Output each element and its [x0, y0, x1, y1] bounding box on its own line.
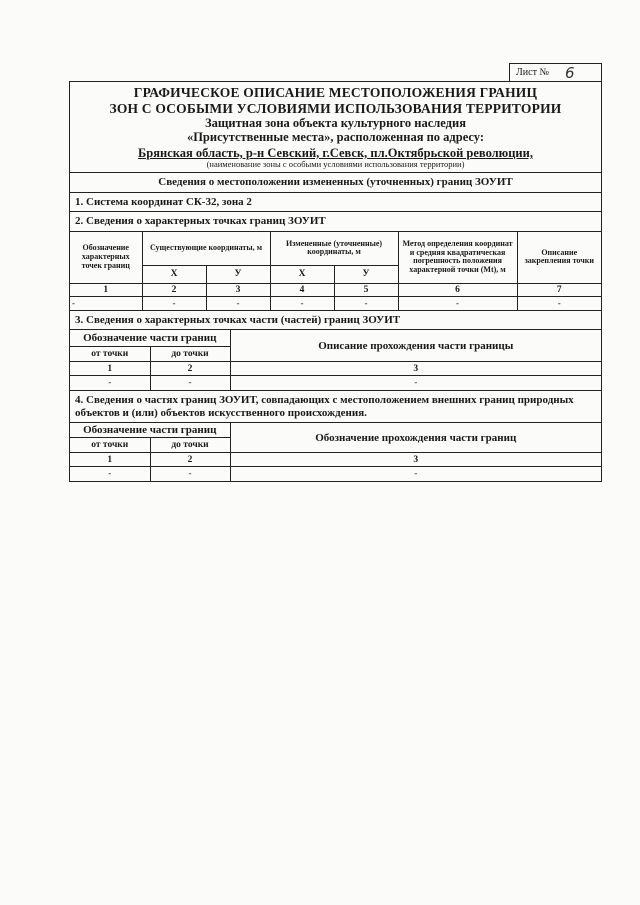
col-number: 4 [270, 283, 334, 296]
cell: - [206, 297, 270, 310]
natural-borders-table [70, 422, 601, 481]
th-existing-coords: Существующие координаты, м [142, 231, 270, 265]
th-from-point: от точки [70, 347, 150, 362]
col-number: 3 [230, 362, 601, 376]
th-method: Метод определения координат и средняя квадратическая погрешность положения характерной точки (Mt), м [398, 231, 517, 283]
document-frame [69, 81, 602, 482]
cell: - [270, 297, 334, 310]
sheet-label: Лист № [516, 67, 549, 78]
table-row [70, 376, 601, 390]
title-line-2: ЗОН С ОСОБЫМИ УСЛОВИЯМИ ИСПОЛЬЗОВАНИЯ ТЕРРИТОРИИ [109, 100, 562, 116]
sheet-number-box [509, 63, 602, 81]
cell: - [517, 297, 601, 310]
col-number: 3 [230, 453, 601, 467]
th-part-designation: Обозначение части границ [70, 423, 230, 438]
col-number: 2 [150, 362, 230, 376]
section-2-title: 2. Сведения о характерных точках границ ЗОУИТ [70, 211, 601, 231]
col-number: 2 [150, 453, 230, 467]
cell: - [70, 467, 150, 481]
cell: - [150, 467, 230, 481]
th-point-description: Описание закрепления точки [517, 231, 601, 283]
col-number: 7 [517, 283, 601, 296]
section-3-title: 3. Сведения о характерных точках части (частей) границ ЗОУИТ [70, 310, 601, 330]
col-number: 6 [398, 283, 517, 296]
cell: - [230, 376, 601, 390]
col-number: 2 [142, 283, 206, 296]
cell: - [150, 376, 230, 390]
section-main-title: Сведения о местоположении измененных (уточненных) границ ЗОУИТ [70, 172, 601, 192]
col-number: 3 [206, 283, 270, 296]
th-changed-x: Х [270, 265, 334, 283]
sheet-number: 6 [564, 63, 575, 82]
col-number: 5 [334, 283, 398, 296]
cell: - [70, 376, 150, 390]
th-point-designation: Обозначение характерных точек границ [70, 231, 142, 283]
section-1-title: 1. Система координат СК-32, зона 2 [70, 192, 601, 212]
points-table [70, 231, 601, 310]
parts-table [70, 329, 601, 390]
subtitle-line-2: «Присутственные места», расположенная по адресу: [186, 130, 485, 145]
cell: - [398, 297, 517, 310]
th-to-point: до точки [150, 438, 230, 453]
cell: - [334, 297, 398, 310]
section-4-title: 4. Сведения о частях границ ЗОУИТ, совпадающих с местоположением внешних границ природных объектов и (или) объектов искусственного происхождения. [70, 390, 601, 422]
cell: - [142, 297, 206, 310]
th-from-point: от точки [70, 438, 150, 453]
cell: - [70, 297, 142, 310]
th-part-description: Описание прохождения части границы [230, 330, 601, 362]
table-row [70, 467, 601, 481]
title-line-1: ГРАФИЧЕСКОЕ ОПИСАНИЕ МЕСТОПОЛОЖЕНИЯ ГРАНИЦ [133, 85, 538, 100]
col-number: 1 [70, 453, 150, 467]
th-part-description: Обозначение прохождения части границ [230, 423, 601, 453]
table-row [70, 297, 601, 310]
th-changed-coords: Измененные (уточненные) координаты, м [270, 231, 398, 265]
th-existing-x: Х [142, 265, 206, 283]
th-part-designation: Обозначение части границ [70, 330, 230, 347]
th-to-point: до точки [150, 347, 230, 362]
cell: - [230, 467, 601, 481]
th-existing-y: У [206, 265, 270, 283]
th-changed-y: У [334, 265, 398, 283]
col-number: 1 [70, 362, 150, 376]
col-number: 1 [70, 283, 142, 296]
address-caption: (наименование зоны с особыми условиями использования территории) [206, 159, 465, 170]
subtitle-line-1: Защитная зона объекта культурного наследия [205, 116, 466, 131]
address: Брянская область, р-н Севский, г.Севск, пл.Октябрьской революции, [138, 145, 533, 160]
document-header [70, 82, 601, 172]
